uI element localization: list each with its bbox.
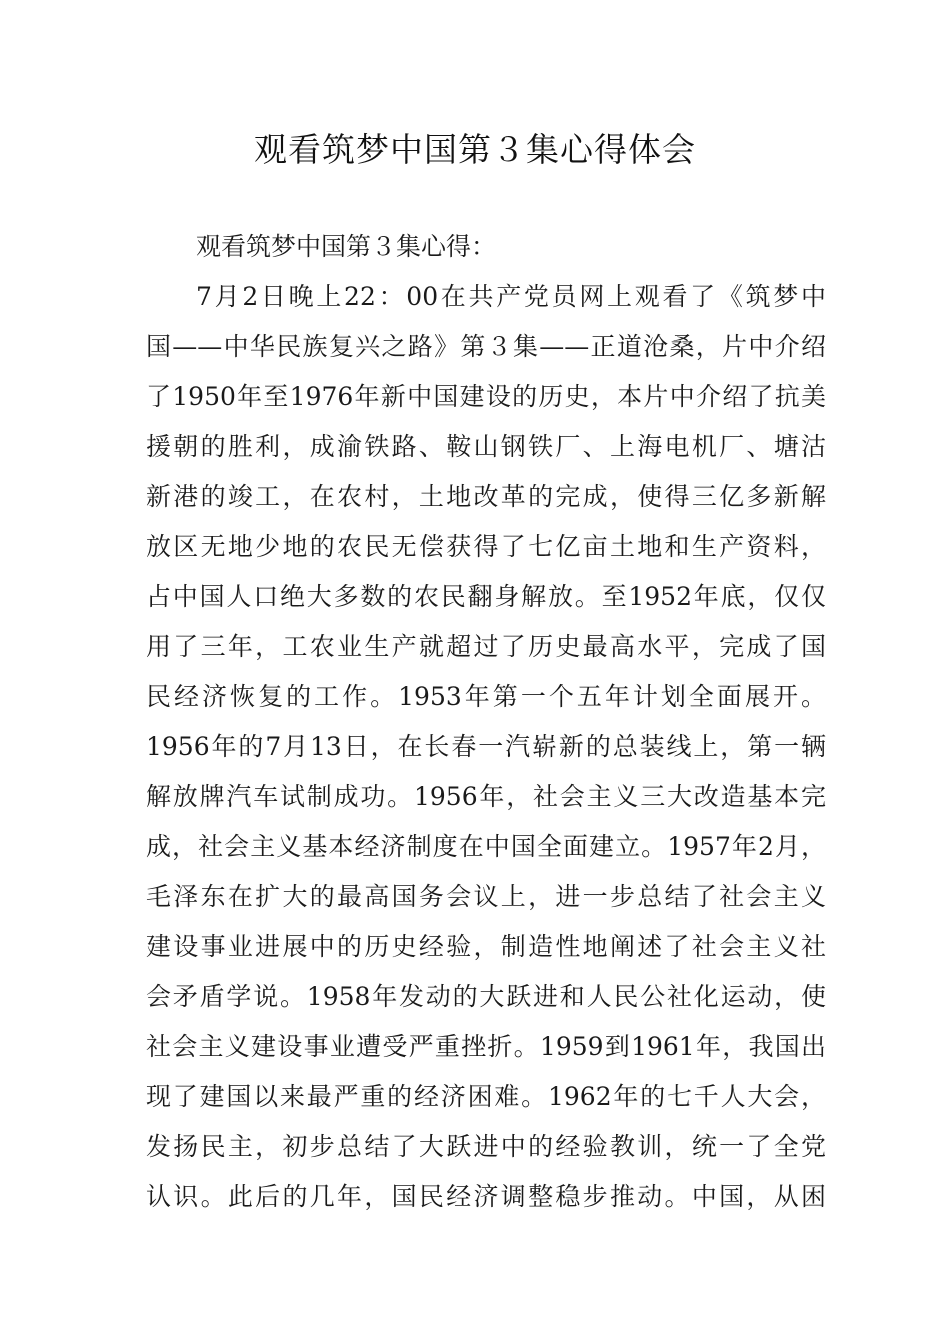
text-line: 解放牌汽车试制成功。1956年，社会主义三大改造基本完	[146, 782, 826, 811]
text-line: 放区无地少地的农民无偿获得了七亿亩土地和生产资料，	[146, 532, 826, 561]
text-line: 社会主义建设事业遭受严重挫折。1959到1961年，我国出	[146, 1032, 826, 1061]
text-line: 建设事业进展中的历史经验，制造性地阐述了社会主义社	[146, 932, 826, 961]
text-line: 了1950年至1976年新中国建设的历史，本片中介绍了抗美	[146, 382, 826, 411]
text-line: 发扬民主，初步总结了大跃进中的经验教训，统一了全党	[146, 1132, 826, 1161]
text-line: 用了三年，工农业生产就超过了历史最高水平，完成了国	[146, 632, 826, 661]
text-line: 7月2日晚上22：00在共产党员网上观看了《筑梦中	[196, 282, 826, 311]
text-line: 认识。此后的几年，国民经济调整稳步推动。中国，从困	[146, 1182, 826, 1211]
document-title: 观看筑梦中国第３集心得体会	[254, 130, 696, 169]
text-line: 1956年的7月13日，在长春一汽崭新的总装线上，第一辆	[146, 732, 826, 761]
text-line: 毛泽东在扩大的最高国务会议上，进一步总结了社会主义	[146, 882, 826, 911]
text-line: 援朝的胜利，成渝铁路、鞍山钢铁厂、上海电机厂、塘沽	[146, 432, 826, 461]
text-line: 新港的竣工，在农村，土地改革的完成，使得三亿多新解	[146, 482, 826, 511]
text-line: 成，社会主义基本经济制度在中国全面建立。1957年2月，	[146, 832, 826, 861]
text-line: 国——中华民族复兴之路》第３集——正道沧桑，片中介绍	[146, 332, 826, 361]
text-line: 占中国人口绝大多数的农民翻身解放。至1952年底，仅仅	[146, 582, 826, 611]
text-line: 现了建国以来最严重的经济困难。1962年的七千人大会，	[146, 1082, 826, 1111]
text-line: 民经济恢复的工作。1953年第一个五年计划全面展开。	[146, 682, 826, 711]
text-line: 会矛盾学说。1958年发动的大跃进和人民公社化运动，使	[146, 982, 826, 1011]
text-line: 观看筑梦中国第３集心得：	[196, 232, 497, 261]
